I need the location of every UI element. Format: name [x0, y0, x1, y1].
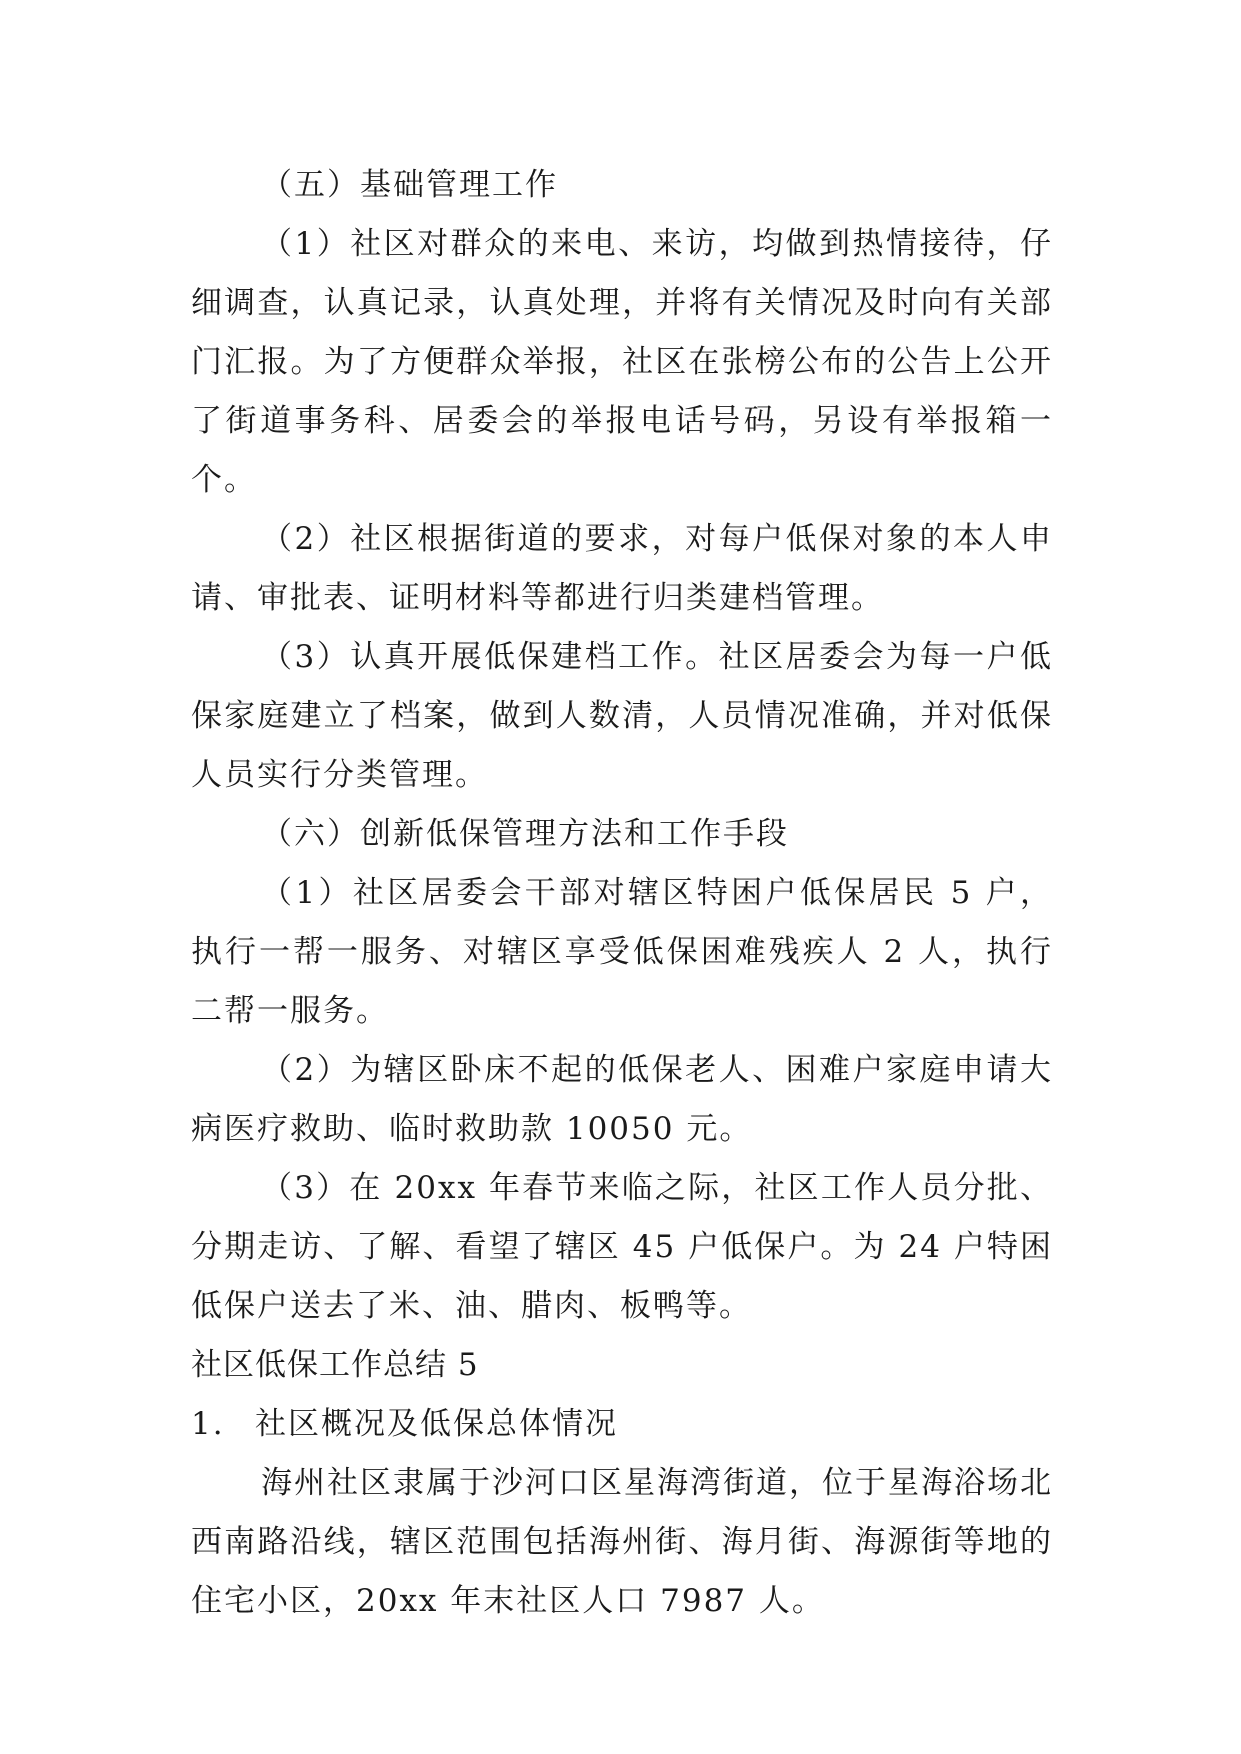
paragraph-medical-aid: （2）为辖区卧床不起的低保老人、困难户家庭申请大病医疗救助、临时救助款 10050 元。 [191, 1052, 1053, 1147]
heading-basic-management: （五）基础管理工作 [261, 167, 558, 203]
paragraph-spring-festival: （3）在 20xx 年春节来临之际，社区工作人员分批、分期走访、了解、看望了辖区 45 户低保户。为 24 户特困低保户送去了米、油、腊肉、板鸭等。 [191, 1170, 1053, 1324]
paragraph-records: （3）认真开展低保建档工作。社区居委会为每一户低保家庭建立了档案，做到人数清，人员情况准确，并对低保人员实行分类管理。 [191, 639, 1053, 793]
subsection-heading [191, 1395, 1053, 1454]
document-body [191, 156, 1053, 1631]
paragraph-assistance: （1）社区居委会干部对辖区特困户低保居民 5 户，执行一帮一服务、对辖区享受低保困难残疾人 2 人，执行二帮一服务。 [191, 875, 1053, 1029]
heading-innovation: （六）创新低保管理方法和工作手段 [261, 816, 789, 852]
section-title: 社区低保工作总结 5 [191, 1347, 479, 1383]
subsection-title: 社区概况及低保总体情况 [255, 1406, 618, 1442]
paragraph-community-overview: 海州社区隶属于沙河口区星海湾街道，位于星海浴场北西南路沿线，辖区范围包括海州街、海月街、海源街等地的住宅小区，20xx 年末社区人口 7987 人。 [191, 1465, 1053, 1619]
subsection-number: 1. [191, 1406, 225, 1442]
paragraph-archiving: （2）社区根据街道的要求，对每户低保对象的本人申请、审批表、证明材料等都进行归类建档管理。 [191, 521, 1053, 616]
paragraph-complaints: （1）社区对群众的来电、来访，均做到热情接待，仔细调查，认真记录，认真处理，并将有关情况及时向有关部门汇报。为了方便群众举报，社区在张榜公布的公告上公开了街道事务科、居委会的举报电话号码，另设有举报箱一个。 [191, 226, 1053, 498]
